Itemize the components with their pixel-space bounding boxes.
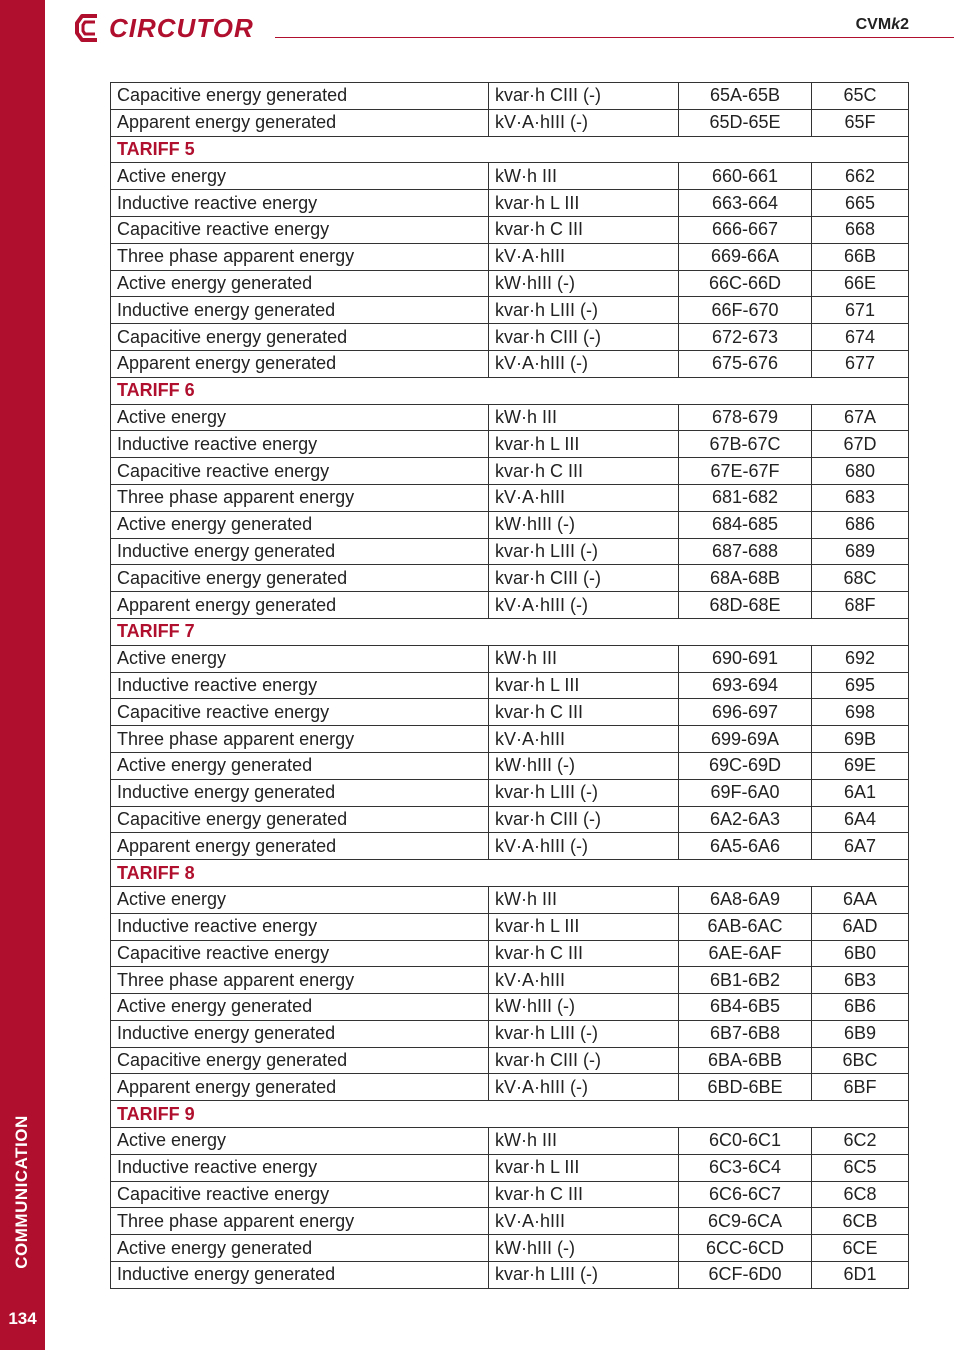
tariff-label: TARIFF 6 (111, 377, 909, 404)
tariff-header-row (111, 618, 909, 645)
table-row (111, 699, 909, 726)
register-extra: 689 (812, 538, 909, 565)
parameter-name: Active energy generated (111, 511, 489, 538)
parameter-name: Apparent energy generated (111, 592, 489, 619)
parameter-unit: kvar·h LIII (-) (489, 1020, 679, 1047)
register-address: 687-688 (679, 538, 812, 565)
register-extra: 6AD (812, 913, 909, 940)
parameter-unit: kvar·h CIII (-) (489, 1047, 679, 1074)
circutor-logo-icon (71, 11, 105, 45)
register-extra: 680 (812, 458, 909, 485)
table-row (111, 565, 909, 592)
parameter-name: Three phase apparent energy (111, 1208, 489, 1235)
register-extra: 6A4 (812, 806, 909, 833)
table-row (111, 458, 909, 485)
parameter-name: Capacitive reactive energy (111, 458, 489, 485)
parameter-unit: kvar·h CIII (-) (489, 806, 679, 833)
register-extra: 6D1 (812, 1262, 909, 1289)
register-extra: 69B (812, 726, 909, 753)
register-address: 672-673 (679, 324, 812, 351)
tariff-header-row (111, 136, 909, 163)
parameter-name: Inductive reactive energy (111, 190, 489, 217)
table-row (111, 1235, 909, 1262)
register-address: 6B7-6B8 (679, 1020, 812, 1047)
register-address: 65A-65B (679, 83, 812, 110)
register-address: 6CC-6CD (679, 1235, 812, 1262)
table-row (111, 672, 909, 699)
parameter-name: Active energy generated (111, 752, 489, 779)
table-row (111, 484, 909, 511)
table-row (111, 779, 909, 806)
register-extra: 69E (812, 752, 909, 779)
register-address: 681-682 (679, 484, 812, 511)
brand-logo (71, 11, 254, 45)
parameter-unit: kV·A·hIII (489, 726, 679, 753)
register-extra: 67D (812, 431, 909, 458)
parameter-unit: kV·A·hIII (-) (489, 109, 679, 136)
parameter-unit: kW·hIII (-) (489, 752, 679, 779)
table-row (111, 806, 909, 833)
register-address: 660-661 (679, 163, 812, 190)
register-extra: 6B3 (812, 967, 909, 994)
register-address: 66C-66D (679, 270, 812, 297)
parameter-unit: kW·h III (489, 1128, 679, 1155)
parameter-name: Apparent energy generated (111, 833, 489, 860)
tariff-label: TARIFF 8 (111, 860, 909, 887)
table-row (111, 243, 909, 270)
table-row (111, 1208, 909, 1235)
register-address: 6BA-6BB (679, 1047, 812, 1074)
register-extra: 68C (812, 565, 909, 592)
parameter-unit: kvar·h CIII (-) (489, 324, 679, 351)
register-address: 6AB-6AC (679, 913, 812, 940)
register-address: 67E-67F (679, 458, 812, 485)
parameter-unit: kvar·h LIII (-) (489, 538, 679, 565)
register-extra: 65F (812, 109, 909, 136)
table-row (111, 216, 909, 243)
table-row (111, 726, 909, 753)
table-row (111, 1047, 909, 1074)
register-address: 666-667 (679, 216, 812, 243)
register-address: 663-664 (679, 190, 812, 217)
parameter-name: Active energy (111, 163, 489, 190)
parameter-name: Inductive reactive energy (111, 672, 489, 699)
parameter-unit: kvar·h C III (489, 216, 679, 243)
parameter-unit: kvar·h C III (489, 940, 679, 967)
parameter-unit: kvar·h CIII (-) (489, 565, 679, 592)
register-address: 6B1-6B2 (679, 967, 812, 994)
register-address: 6CF-6D0 (679, 1262, 812, 1289)
table-row (111, 297, 909, 324)
parameter-name: Active energy generated (111, 994, 489, 1021)
parameter-name: Capacitive energy generated (111, 1047, 489, 1074)
parameter-name: Capacitive energy generated (111, 565, 489, 592)
parameter-unit: kvar·h C III (489, 458, 679, 485)
register-address: 693-694 (679, 672, 812, 699)
register-address: 690-691 (679, 645, 812, 672)
register-extra: 683 (812, 484, 909, 511)
parameter-unit: kW·hIII (-) (489, 1235, 679, 1262)
table-row (111, 350, 909, 377)
parameter-name: Capacitive energy generated (111, 83, 489, 110)
register-address: 684-685 (679, 511, 812, 538)
table-row (111, 270, 909, 297)
parameter-name: Apparent energy generated (111, 350, 489, 377)
table-row (111, 511, 909, 538)
parameter-unit: kV·A·hIII (489, 484, 679, 511)
parameter-name: Apparent energy generated (111, 109, 489, 136)
parameter-unit: kvar·h C III (489, 699, 679, 726)
parameter-name: Active energy (111, 404, 489, 431)
register-address: 669-66A (679, 243, 812, 270)
table-row (111, 163, 909, 190)
register-extra: 6B9 (812, 1020, 909, 1047)
parameter-unit: kV·A·hIII (-) (489, 1074, 679, 1101)
register-address: 6A8-6A9 (679, 886, 812, 913)
table-row (111, 940, 909, 967)
parameter-name: Capacitive reactive energy (111, 216, 489, 243)
table-row (111, 1181, 909, 1208)
table-row (111, 886, 909, 913)
register-extra: 68F (812, 592, 909, 619)
brand-name: CIRCUTOR (109, 13, 254, 43)
register-address: 6C3-6C4 (679, 1154, 812, 1181)
parameter-unit: kvar·h LIII (-) (489, 779, 679, 806)
table-row (111, 1020, 909, 1047)
section-label: COMMUNICATION (12, 1115, 31, 1269)
table-row (111, 1154, 909, 1181)
register-extra: 6CE (812, 1235, 909, 1262)
register-extra: 698 (812, 699, 909, 726)
register-extra: 6A1 (812, 779, 909, 806)
parameter-unit: kW·h III (489, 886, 679, 913)
register-extra: 6C8 (812, 1181, 909, 1208)
parameter-name: Active energy (111, 1128, 489, 1155)
parameter-unit: kvar·h LIII (-) (489, 1262, 679, 1289)
register-extra: 6CB (812, 1208, 909, 1235)
tariff-header-row (111, 1101, 909, 1128)
parameter-name: Inductive energy generated (111, 1020, 489, 1047)
register-extra: 6BC (812, 1047, 909, 1074)
tariff-label: TARIFF 5 (111, 136, 909, 163)
parameter-unit: kvar·h CIII (-) (489, 83, 679, 110)
parameter-unit: kvar·h C III (489, 1181, 679, 1208)
parameter-unit: kW·hIII (-) (489, 511, 679, 538)
register-address: 69C-69D (679, 752, 812, 779)
table-row (111, 913, 909, 940)
parameter-unit: kW·hIII (-) (489, 994, 679, 1021)
register-extra: 674 (812, 324, 909, 351)
parameter-unit: kW·h III (489, 404, 679, 431)
tariff-label: TARIFF 9 (111, 1101, 909, 1128)
register-address: 69F-6A0 (679, 779, 812, 806)
parameter-name: Three phase apparent energy (111, 243, 489, 270)
parameter-unit: kvar·h L III (489, 431, 679, 458)
parameter-unit: kvar·h L III (489, 1154, 679, 1181)
parameter-unit: kvar·h LIII (-) (489, 297, 679, 324)
model-name: CVMk2 (855, 16, 909, 33)
register-extra: 66E (812, 270, 909, 297)
parameter-name: Capacitive reactive energy (111, 1181, 489, 1208)
parameter-name: Three phase apparent energy (111, 726, 489, 753)
table-row (111, 645, 909, 672)
register-address: 6A5-6A6 (679, 833, 812, 860)
table-row (111, 83, 909, 110)
parameter-name: Inductive energy generated (111, 1262, 489, 1289)
parameter-name: Three phase apparent energy (111, 967, 489, 994)
tariff-header-row (111, 860, 909, 887)
tariff-label: TARIFF 7 (111, 618, 909, 645)
register-address: 6B4-6B5 (679, 994, 812, 1021)
register-address: 65D-65E (679, 109, 812, 136)
register-address: 696-697 (679, 699, 812, 726)
register-table (110, 82, 909, 1289)
parameter-unit: kV·A·hIII (-) (489, 592, 679, 619)
parameter-name: Capacitive energy generated (111, 324, 489, 351)
table-row (111, 109, 909, 136)
parameter-unit: kW·h III (489, 645, 679, 672)
register-address: 6AE-6AF (679, 940, 812, 967)
register-address: 68D-68E (679, 592, 812, 619)
register-extra: 677 (812, 350, 909, 377)
table-row (111, 994, 909, 1021)
table-row (111, 324, 909, 351)
parameter-name: Active energy generated (111, 1235, 489, 1262)
parameter-name: Active energy (111, 886, 489, 913)
register-extra: 67A (812, 404, 909, 431)
register-extra: 692 (812, 645, 909, 672)
parameter-name: Active energy (111, 645, 489, 672)
parameter-unit: kV·A·hIII (489, 243, 679, 270)
register-address: 68A-68B (679, 565, 812, 592)
register-address: 66F-670 (679, 297, 812, 324)
parameter-unit: kV·A·hIII (489, 1208, 679, 1235)
register-address: 678-679 (679, 404, 812, 431)
register-address: 675-676 (679, 350, 812, 377)
parameter-name: Inductive reactive energy (111, 1154, 489, 1181)
parameter-name: Active energy generated (111, 270, 489, 297)
parameter-name: Inductive energy generated (111, 779, 489, 806)
parameter-unit: kvar·h L III (489, 913, 679, 940)
table-row (111, 592, 909, 619)
register-extra: 695 (812, 672, 909, 699)
register-extra: 6B6 (812, 994, 909, 1021)
parameter-unit: kV·A·hIII (-) (489, 350, 679, 377)
table-row (111, 538, 909, 565)
page-number: 134 (8, 1309, 37, 1328)
register-extra: 6BF (812, 1074, 909, 1101)
parameter-name: Three phase apparent energy (111, 484, 489, 511)
table-row (111, 752, 909, 779)
parameter-name: Capacitive energy generated (111, 806, 489, 833)
table-row (111, 1128, 909, 1155)
register-extra: 6AA (812, 886, 909, 913)
parameter-unit: kvar·h L III (489, 672, 679, 699)
register-extra: 662 (812, 163, 909, 190)
parameter-unit: kV·A·hIII (-) (489, 833, 679, 860)
register-extra: 65C (812, 83, 909, 110)
parameter-unit: kW·h III (489, 163, 679, 190)
parameter-name: Apparent energy generated (111, 1074, 489, 1101)
register-address: 67B-67C (679, 431, 812, 458)
tariff-header-row (111, 377, 909, 404)
parameter-name: Inductive energy generated (111, 297, 489, 324)
register-address: 6C9-6CA (679, 1208, 812, 1235)
register-address: 6C0-6C1 (679, 1128, 812, 1155)
register-extra: 665 (812, 190, 909, 217)
register-extra: 6B0 (812, 940, 909, 967)
table-row (111, 404, 909, 431)
table-row (111, 1262, 909, 1289)
table-row (111, 431, 909, 458)
table-row (111, 833, 909, 860)
table-row (111, 967, 909, 994)
register-extra: 66B (812, 243, 909, 270)
table-row (111, 190, 909, 217)
register-extra: 6C2 (812, 1128, 909, 1155)
parameter-unit: kW·hIII (-) (489, 270, 679, 297)
parameter-name: Capacitive reactive energy (111, 699, 489, 726)
register-address: 6C6-6C7 (679, 1181, 812, 1208)
sidebar (0, 0, 45, 1350)
register-extra: 671 (812, 297, 909, 324)
register-address: 6A2-6A3 (679, 806, 812, 833)
register-address: 6BD-6BE (679, 1074, 812, 1101)
register-extra: 6A7 (812, 833, 909, 860)
parameter-name: Inductive energy generated (111, 538, 489, 565)
parameter-name: Inductive reactive energy (111, 431, 489, 458)
parameter-name: Capacitive reactive energy (111, 940, 489, 967)
table-row (111, 1074, 909, 1101)
register-extra: 668 (812, 216, 909, 243)
register-address: 699-69A (679, 726, 812, 753)
parameter-name: Inductive reactive energy (111, 913, 489, 940)
register-extra: 6C5 (812, 1154, 909, 1181)
header-divider (275, 37, 954, 38)
parameter-unit: kV·A·hIII (489, 967, 679, 994)
register-extra: 686 (812, 511, 909, 538)
parameter-unit: kvar·h L III (489, 190, 679, 217)
